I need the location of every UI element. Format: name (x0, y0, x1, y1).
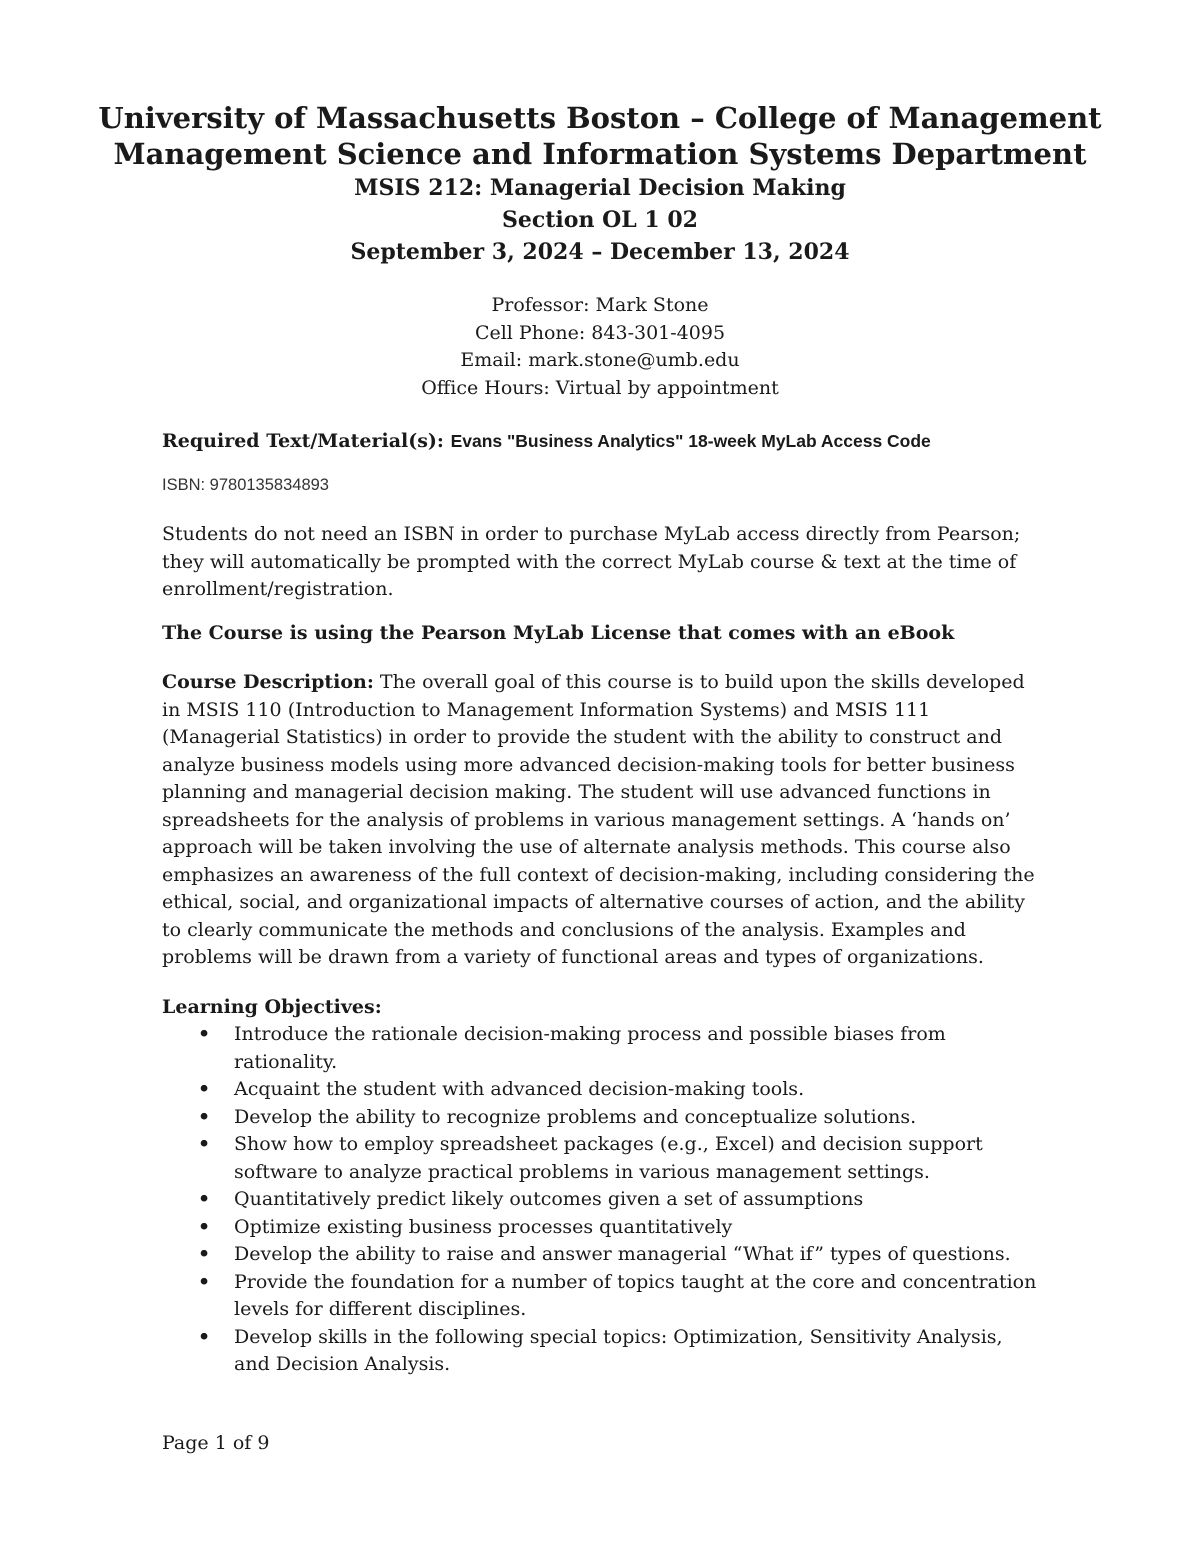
email-line: Email: mark.stone@umb.edu (460, 349, 740, 371)
list-item-text: Optimize existing business processes quantitatively (234, 1215, 733, 1238)
list-item (162, 1021, 1042, 1076)
list-item (162, 1214, 1042, 1242)
required-materials-label: Required Text/Material(s): (162, 430, 451, 452)
bullet-icon: • (198, 1243, 211, 1265)
course-description-label: Course Description: (162, 671, 374, 693)
section-title: Section OL 1 02 (501, 207, 698, 233)
course-dates: September 3, 2024 – December 13, 2024 (350, 239, 850, 265)
document-body (162, 428, 1042, 1379)
bullet-icon: • (198, 1270, 211, 1293)
list-item-text: Show how to employ spreadsheet packages (e.g., Excel) and decision support software to analyze practical problems in various management settings. (234, 1133, 983, 1183)
contact-block (0, 292, 1200, 402)
list-item-text: Introduce the rationale decision-making process and possible biases from rationality. (234, 1023, 946, 1073)
course-description-text: The overall goal of this course is to build upon the skills developed in MSIS 110 (Introduction to Management Information Systems) and MSIS 111 (Managerial Statistics) in order to provide the student with the ability to construct and analyze business models using more advanced decision-making tools for better business planning and managerial decision making. The student will use advanced functions in spreadsheets for the analysis of problems in various management settings. A ‘hands on’ approach will be taken involving the use of alternate analysis methods. This course also emphasizes an awareness of the full context of decision-making, including considering the ethical, social, and organizational impacts of alternative courses of action, and the ability to clearly communicate the methods and conclusions of the analysis. Examples and problems will be drawn from a variety of functional areas and types of organizations. (162, 671, 1035, 968)
isbn-note-paragraph: Students do not need an ISBN in order to purchase MyLab access directly from Pearson; they will automatically be prompted with the correct MyLab course & text at the time of enrollment/registration. (162, 523, 1021, 600)
required-materials (162, 428, 1042, 456)
list-item (162, 1324, 1042, 1379)
page-number: Page 1 of 9 (162, 1432, 270, 1454)
university-title: University of Massachusetts Boston – College of Management (98, 101, 1102, 135)
list-item-text: Develop the ability to recognize problems and conceptualize solutions. (234, 1105, 917, 1128)
list-item (162, 1104, 1042, 1132)
office-hours-line: Office Hours: Virtual by appointment (421, 376, 779, 399)
bullet-icon: • (198, 1023, 211, 1045)
list-item (162, 1131, 1042, 1186)
bullet-icon: • (198, 1325, 211, 1348)
isbn-line: ISBN: 9780135834893 (162, 475, 329, 494)
list-item-text: Develop skills in the following special topics: Optimization, Sensitivity Analysis, and Decision Analysis. (234, 1325, 1003, 1375)
bullet-icon: • (198, 1188, 211, 1210)
list-item-text: Quantitatively predict likely outcomes given a set of assumptions (234, 1188, 864, 1210)
learning-objectives-heading: Learning Objectives: (162, 995, 382, 1018)
list-item (162, 1076, 1042, 1104)
required-materials-value: Evans "Business Analytics" 18-week MyLab Access Code (450, 431, 931, 451)
course-description (162, 669, 1042, 972)
list-item-text: Acquaint the student with advanced decision-making tools. (234, 1078, 805, 1100)
license-statement: The Course is using the Pearson MyLab License that comes with an eBook (162, 621, 955, 644)
learning-objectives-list (162, 1021, 1042, 1379)
bullet-icon: • (198, 1078, 211, 1100)
bullet-icon: • (198, 1105, 211, 1128)
bullet-icon: • (198, 1133, 211, 1155)
phone-line: Cell Phone: 843-301-4095 (474, 321, 726, 344)
course-title: MSIS 212: Managerial Decision Making (354, 175, 846, 201)
list-item (162, 1241, 1042, 1269)
list-item (162, 1269, 1042, 1324)
document-header (0, 100, 1200, 268)
list-item-text: Develop the ability to raise and answer managerial “What if” types of questions. (234, 1243, 1011, 1265)
list-item (162, 1186, 1042, 1214)
professor-line: Professor: Mark Stone (491, 294, 709, 316)
department-title: Management Science and Information Systems Department (113, 137, 1087, 171)
bullet-icon: • (198, 1215, 211, 1238)
list-item-text: Provide the foundation for a number of topics taught at the core and concentration levels for different disciplines. (234, 1270, 1037, 1320)
